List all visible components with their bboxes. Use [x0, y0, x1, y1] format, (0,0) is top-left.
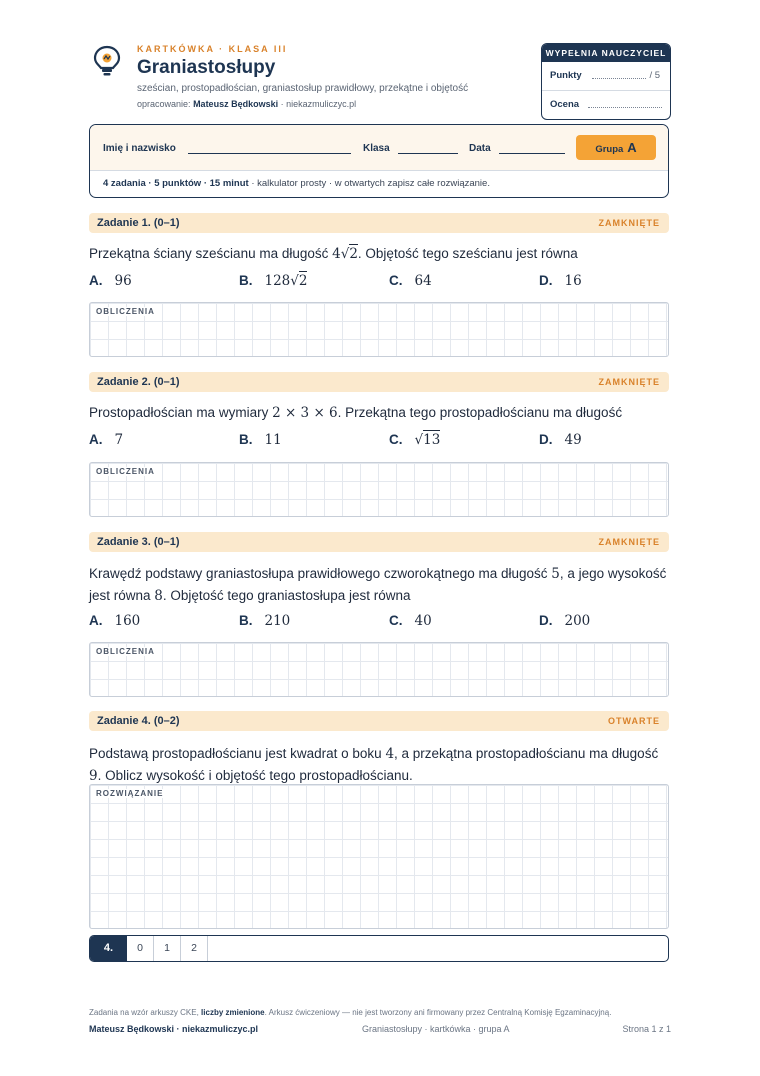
- option-value: 64: [414, 273, 432, 289]
- task-4-math-diagonal: 9: [89, 768, 98, 784]
- task-2-question-end: . Przekątna tego prostopadłościanu ma długość: [337, 405, 623, 420]
- score-task-number: 4.: [90, 936, 127, 961]
- task-2-title: Zadanie 2. (0–1): [97, 376, 180, 388]
- option-value: √13: [414, 432, 441, 448]
- score-cell-0[interactable]: 0: [127, 936, 154, 961]
- task-2-question-text: Prostopadłościan ma wymiary: [89, 405, 273, 420]
- task-2-type: ZAMKNIĘTE: [598, 377, 660, 387]
- task-1-option-b[interactable]: [239, 273, 307, 289]
- task-3-question: [89, 563, 669, 607]
- option-letter: B.: [239, 273, 253, 288]
- task-1-title: Zadanie 1. (0–1): [97, 217, 180, 229]
- task-1-work-area[interactable]: [89, 302, 669, 357]
- byline-site: · niekazmuliczyc.pl: [280, 99, 357, 109]
- task-4-score-box: [89, 935, 669, 962]
- task-3-question-mid: , a jego wysokość jest równa: [89, 566, 667, 603]
- class-label: Klasa: [363, 143, 390, 154]
- task-1-header: [89, 213, 669, 233]
- footer-disclaimer: [89, 1008, 611, 1017]
- option-value: 200: [564, 613, 591, 629]
- task-3-header: [89, 532, 669, 552]
- points-label: Punkty: [550, 70, 582, 81]
- task-3-option-b[interactable]: [239, 613, 290, 629]
- task-3-option-c[interactable]: [389, 613, 432, 629]
- task-3-question-end: . Objętość tego graniastosłupa jest równa: [162, 588, 411, 603]
- byline-prefix: opracowanie:: [137, 99, 191, 109]
- task-2-header: [89, 372, 669, 392]
- option-value: 7: [114, 432, 124, 448]
- footer-disclaimer-bold: liczby zmienione: [201, 1008, 265, 1017]
- score-cell-2[interactable]: 2: [181, 936, 208, 961]
- task-1-math: 4√2: [332, 246, 358, 262]
- points-row: [542, 62, 670, 90]
- byline-author: Mateusz Będkowski: [193, 99, 279, 109]
- grade-field[interactable]: [588, 107, 662, 108]
- grade-row: [542, 90, 670, 118]
- option-value: 11: [264, 432, 282, 448]
- task-4-question-mid: , a przekątna prostopadłościanu ma długość: [394, 746, 659, 761]
- name-label: Imię i nazwisko: [103, 143, 176, 154]
- option-value: 40: [414, 613, 432, 629]
- task-1-question: [89, 243, 669, 265]
- score-cell-1[interactable]: 1: [154, 936, 181, 961]
- task-2-option-c[interactable]: [389, 432, 440, 448]
- student-info-box: [89, 124, 669, 198]
- task-2-question: [89, 402, 669, 424]
- task-3-math-edge: 5: [551, 566, 560, 582]
- task-3-option-d[interactable]: [539, 613, 590, 629]
- option-letter: B.: [239, 432, 253, 447]
- option-value: 160: [114, 613, 141, 629]
- option-value: 96: [114, 273, 132, 289]
- option-value: 210: [264, 613, 291, 629]
- option-letter: B.: [239, 613, 253, 628]
- group-badge: [576, 135, 656, 160]
- task-1-type: ZAMKNIĘTE: [598, 218, 660, 228]
- task-1-option-c[interactable]: [389, 273, 432, 289]
- points-field[interactable]: [592, 78, 646, 79]
- work-area-label: OBLICZENIA: [96, 467, 155, 476]
- task-4-question-text: Podstawą prostopadłościanu jest kwadrat o boku: [89, 746, 386, 761]
- footer-page-number: Strona 1 z 1: [622, 1024, 671, 1034]
- task-1-option-d[interactable]: [539, 273, 582, 289]
- page-title: Graniastosłupy: [137, 57, 276, 78]
- footer-disclaimer-start: Zadania na wzór arkuszy CKE,: [89, 1008, 202, 1017]
- option-letter: A.: [89, 613, 103, 628]
- task-2-math: 2 × 3 × 6: [272, 405, 338, 421]
- footer-author: Mateusz Będkowski · niekazmuliczyc.pl: [89, 1024, 259, 1034]
- option-letter: A.: [89, 273, 103, 288]
- work-area-label: OBLICZENIA: [96, 647, 155, 656]
- option-value-root: 13: [423, 432, 441, 448]
- task-2-option-a[interactable]: [89, 432, 123, 448]
- task-1-question-end: . Objętość tego sześcianu jest równa: [357, 246, 578, 261]
- task-1-option-a[interactable]: [89, 273, 132, 289]
- name-field[interactable]: [188, 153, 351, 154]
- class-field[interactable]: [398, 153, 458, 154]
- task-3-question-text: Krawędź podstawy graniastosłupa prawidłowego czworokątnego ma długość: [89, 566, 552, 581]
- teacher-box: [541, 43, 671, 120]
- group-letter: A: [627, 140, 637, 155]
- task-4-solution-area[interactable]: [89, 784, 669, 929]
- option-value-coef: 128: [264, 273, 291, 289]
- task-4-title: Zadanie 4. (0–2): [97, 715, 180, 727]
- option-letter: D.: [539, 432, 553, 447]
- task-1-question-text: Przekątna ściany sześcianu ma długość: [89, 246, 333, 261]
- task-3-math-height: 8: [154, 588, 163, 604]
- page-subtitle: sześcian, prostopadłościan, graniastosłup prawidłowy, przekątne i objętość: [137, 83, 469, 94]
- option-letter: D.: [539, 613, 553, 628]
- task-info-rest: · kalkulator prosty · w otwartych zapisz całe rozwiązanie.: [248, 178, 490, 189]
- teacher-box-title: WYPEŁNIA NAUCZYCIEL: [542, 44, 670, 62]
- option-letter: D.: [539, 273, 553, 288]
- byline: [137, 99, 356, 109]
- option-letter: C.: [389, 613, 403, 628]
- worksheet-kicker: KARTKÓWKA · KLASA III: [137, 44, 288, 54]
- task-info: [90, 170, 668, 197]
- task-2-work-area[interactable]: [89, 462, 669, 517]
- task-3-work-area[interactable]: [89, 642, 669, 697]
- option-letter: A.: [89, 432, 103, 447]
- option-letter: C.: [389, 432, 403, 447]
- footer-disclaimer-end: . Arkusz ćwiczeniowy — nie jest tworzony ani firmowany przez Centralną Komisję Egzaminacyjną.: [264, 1008, 612, 1017]
- task-4-header: [89, 711, 669, 731]
- footer-center: Graniastosłupy · kartkówka · grupa A: [362, 1024, 510, 1034]
- points-suffix: / 5: [649, 70, 660, 81]
- task-3-title: Zadanie 3. (0–1): [97, 536, 180, 548]
- grade-label: Ocena: [550, 99, 580, 110]
- work-area-label: OBLICZENIA: [96, 307, 155, 316]
- date-field[interactable]: [499, 153, 565, 154]
- task-4-question-end: . Oblicz wysokość i objętość tego prostopadłościanu.: [97, 768, 413, 783]
- date-label: Data: [469, 143, 491, 154]
- task-4-question: [89, 743, 669, 787]
- task-info-bold: 4 zadania · 5 punktów · 15 minut: [103, 178, 249, 189]
- task-1-math-coef: 4: [332, 246, 341, 262]
- option-value: 16: [564, 273, 582, 289]
- task-3-option-a[interactable]: [89, 613, 140, 629]
- option-value-root: 2: [298, 273, 308, 289]
- option-value: 49: [564, 432, 582, 448]
- solution-area-label: ROZWIĄZANIE: [96, 789, 164, 798]
- task-4-math-side: 4: [385, 746, 395, 762]
- logo-lightbulb-icon: [90, 44, 124, 78]
- task-2-option-d[interactable]: [539, 432, 582, 448]
- option-value: 128√2: [264, 273, 308, 289]
- task-2-option-b[interactable]: [239, 432, 282, 448]
- option-letter: C.: [389, 273, 403, 288]
- task-3-type: ZAMKNIĘTE: [598, 537, 660, 547]
- group-label: Grupa: [595, 144, 624, 155]
- task-4-type: OTWARTE: [608, 716, 660, 726]
- task-1-math-root: 2: [349, 246, 358, 262]
